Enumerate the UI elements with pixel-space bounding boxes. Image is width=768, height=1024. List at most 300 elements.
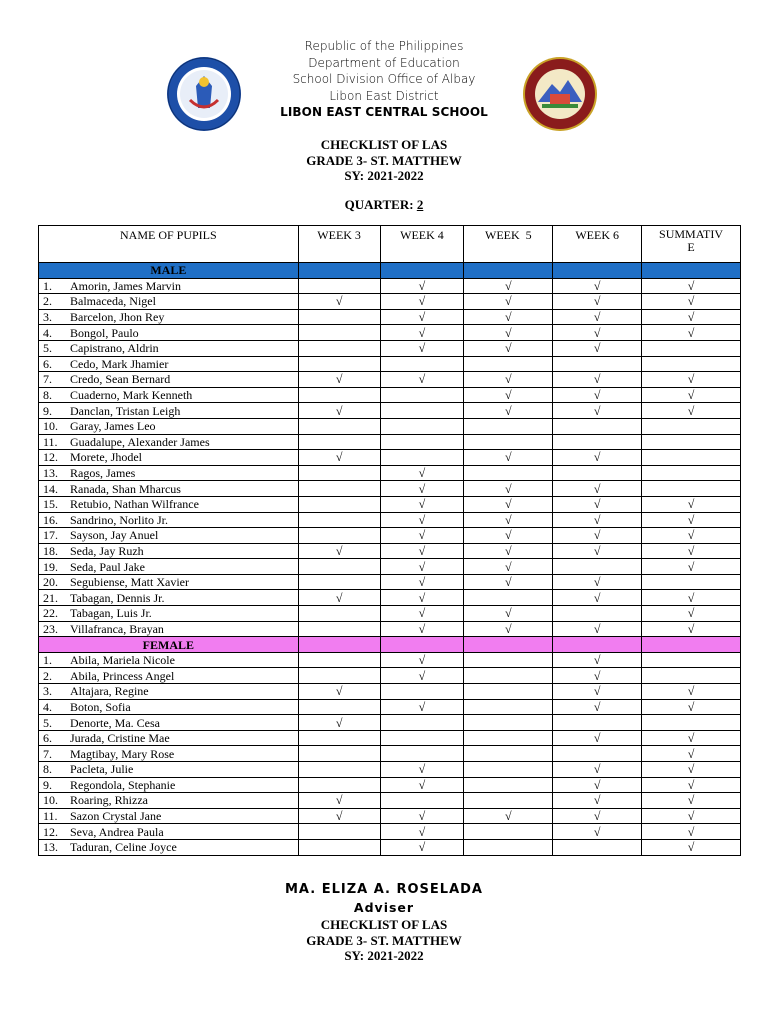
check-cell-w4: √	[380, 481, 464, 497]
pupil-number: 12.	[43, 824, 58, 839]
check-cell-s: √	[642, 777, 741, 793]
check-cell-w6: √	[553, 512, 642, 528]
female-section-cell	[464, 637, 553, 653]
pupil-cell	[39, 715, 299, 731]
check-cell-w4	[380, 387, 464, 403]
table-row	[39, 294, 741, 310]
check-cell-w3	[298, 325, 380, 341]
check-cell-w4: √	[380, 762, 464, 778]
pupil-number: 2.	[43, 294, 52, 309]
check-cell-s: √	[642, 808, 741, 824]
table-row	[39, 777, 741, 793]
pupil-number: 13.	[43, 840, 58, 855]
check-cell-w6: √	[553, 668, 642, 684]
pupil-cell	[39, 824, 299, 840]
check-cell-w4: √	[380, 590, 464, 606]
check-cell-w5	[464, 652, 553, 668]
check-cell-s: √	[642, 762, 741, 778]
check-cell-w3	[298, 528, 380, 544]
check-cell-w6: √	[553, 372, 642, 388]
check-cell-s: √	[642, 793, 741, 809]
table-row	[39, 434, 741, 450]
pupil-cell	[39, 434, 299, 450]
check-cell-w5: √	[464, 808, 553, 824]
check-cell-w4: √	[380, 574, 464, 590]
check-cell-w5	[464, 465, 553, 481]
pupil-cell	[39, 668, 299, 684]
pupil-cell	[39, 839, 299, 855]
check-cell-w5	[464, 793, 553, 809]
check-cell-w4: √	[380, 340, 464, 356]
check-cell-w5: √	[464, 512, 553, 528]
check-cell-s: √	[642, 699, 741, 715]
check-cell-w3	[298, 481, 380, 497]
check-cell-w4: √	[380, 372, 464, 388]
check-cell-w4: √	[380, 512, 464, 528]
check-cell-s: √	[642, 278, 741, 294]
check-cell-w6: √	[553, 808, 642, 824]
table-row	[39, 325, 741, 341]
pupil-cell	[39, 387, 299, 403]
check-cell-w6: √	[553, 496, 642, 512]
male-section-cell	[380, 263, 464, 279]
pupil-cell	[39, 762, 299, 778]
table-row	[39, 684, 741, 700]
pupil-cell	[39, 606, 299, 622]
quarter-label: QUARTER:	[344, 196, 417, 212]
pupil-cell	[39, 559, 299, 575]
check-cell-s: √	[642, 590, 741, 606]
check-cell-w6: √	[553, 340, 642, 356]
check-cell-s: √	[642, 387, 741, 403]
check-cell-w4	[380, 356, 464, 372]
pupil-name: Regondola, Stephanie	[70, 777, 176, 792]
pupil-cell	[39, 777, 299, 793]
check-cell-w6: √	[553, 590, 642, 606]
pupil-name: Ranada, Shan Mharcus	[70, 481, 181, 496]
check-cell-s	[642, 465, 741, 481]
check-cell-w6: √	[553, 387, 642, 403]
pupil-name: Tabagan, Dennis Jr.	[70, 590, 165, 605]
check-cell-w5: √	[464, 450, 553, 466]
check-cell-s	[642, 434, 741, 450]
pupil-cell	[39, 340, 299, 356]
check-cell-w5: √	[464, 278, 553, 294]
check-cell-w5	[464, 590, 553, 606]
check-cell-s: √	[642, 746, 741, 762]
pupil-name: Roaring, Rhizza	[70, 793, 148, 808]
pupil-number: 1.	[43, 278, 52, 293]
male-section-row	[39, 263, 741, 279]
pupil-number: 18.	[43, 543, 58, 558]
check-cell-w4: √	[380, 294, 464, 310]
check-cell-w3	[298, 730, 380, 746]
table-row	[39, 590, 741, 606]
pupil-cell	[39, 699, 299, 715]
pupil-name: Tabagan, Luis Jr.	[70, 606, 152, 621]
check-cell-w5	[464, 730, 553, 746]
table-row	[39, 481, 741, 497]
check-cell-s: √	[642, 606, 741, 622]
check-cell-w6	[553, 356, 642, 372]
check-cell-w5	[464, 418, 553, 434]
check-cell-w3: √	[298, 294, 380, 310]
pupil-number: 9.	[43, 777, 52, 792]
pupil-cell	[39, 496, 299, 512]
pupil-cell	[39, 746, 299, 762]
table-row	[39, 372, 741, 388]
pupil-number: 16.	[43, 512, 58, 527]
table-row	[39, 496, 741, 512]
check-cell-s	[642, 418, 741, 434]
table-row	[39, 746, 741, 762]
check-cell-w5	[464, 824, 553, 840]
check-cell-w6	[553, 715, 642, 731]
check-cell-w3: √	[298, 403, 380, 419]
check-cell-w4: √	[380, 808, 464, 824]
footer-checklist-title: CHECKLIST OF LAS	[320, 917, 448, 932]
check-cell-w3	[298, 699, 380, 715]
check-cell-w6: √	[553, 824, 642, 840]
pupil-name: Cuaderno, Mark Kenneth	[70, 388, 193, 403]
quarter-line	[0, 197, 768, 213]
pupil-name: Garay, James Leo	[70, 419, 156, 434]
check-cell-w3	[298, 606, 380, 622]
female-section-row	[39, 637, 741, 653]
table-row	[39, 652, 741, 668]
header-week-6: WEEK 6	[553, 226, 642, 263]
check-cell-w6	[553, 559, 642, 575]
check-cell-s	[642, 356, 741, 372]
check-cell-w4	[380, 746, 464, 762]
table-row	[39, 418, 741, 434]
check-cell-w3	[298, 746, 380, 762]
check-cell-w3	[298, 309, 380, 325]
pupil-name: Boton, Sofia	[70, 699, 131, 714]
pupil-name: Altajara, Regine	[70, 684, 149, 699]
checklist-table	[38, 225, 741, 856]
check-cell-w6: √	[553, 762, 642, 778]
pupil-name: Pacleta, Julie	[70, 762, 134, 777]
check-cell-w5: √	[464, 325, 553, 341]
table-row	[39, 715, 741, 731]
check-cell-w3	[298, 824, 380, 840]
check-cell-s	[642, 668, 741, 684]
pupil-name: Seda, Paul Jake	[70, 559, 145, 574]
check-cell-s	[642, 652, 741, 668]
table-row	[39, 606, 741, 622]
pupil-name: Credo, Sean Bernard	[70, 372, 171, 387]
table-row	[39, 387, 741, 403]
pupil-name: Capistrano, Aldrin	[70, 341, 159, 356]
header-line-district: Libon East District	[329, 88, 439, 103]
check-cell-w5: √	[464, 294, 553, 310]
check-cell-w6	[553, 746, 642, 762]
pupil-cell	[39, 528, 299, 544]
pupil-number: 9.	[43, 403, 52, 418]
pupil-cell	[39, 543, 299, 559]
pupil-name: Seda, Jay Ruzh	[70, 543, 144, 558]
check-cell-w3	[298, 512, 380, 528]
check-cell-w6: √	[553, 684, 642, 700]
male-section-cell	[642, 263, 741, 279]
table-row	[39, 403, 741, 419]
table-row	[39, 668, 741, 684]
check-cell-w3	[298, 340, 380, 356]
check-cell-w3	[298, 278, 380, 294]
check-cell-w6	[553, 606, 642, 622]
table-row	[39, 699, 741, 715]
adviser-name: MA. ELIZA A. ROSELADA	[285, 882, 483, 897]
header-line-deped: Department of Education	[308, 55, 460, 70]
table-row	[39, 621, 741, 637]
check-cell-w4: √	[380, 606, 464, 622]
pupil-cell	[39, 512, 299, 528]
pupil-number: 7.	[43, 372, 52, 387]
pupil-name: Retubio, Nathan Wilfrance	[70, 497, 199, 512]
pupil-number: 10.	[43, 419, 58, 434]
check-cell-w3	[298, 465, 380, 481]
check-cell-s: √	[642, 839, 741, 855]
check-cell-w4	[380, 715, 464, 731]
pupil-name: Jurada, Cristine Mae	[70, 731, 170, 746]
pupil-cell	[39, 309, 299, 325]
check-cell-w4: √	[380, 543, 464, 559]
check-cell-w4	[380, 434, 464, 450]
check-cell-w6: √	[553, 325, 642, 341]
male-section-cell	[464, 263, 553, 279]
pupil-name: Morete, Jhodel	[70, 450, 142, 465]
check-cell-w6: √	[553, 403, 642, 419]
pupil-cell	[39, 652, 299, 668]
header-week-4: WEEK 4	[380, 226, 464, 263]
pupil-number: 5.	[43, 341, 52, 356]
pupil-number: 19.	[43, 559, 58, 574]
pupil-name: Danclan, Tristan Leigh	[70, 403, 181, 418]
pupil-name: Seva, Andrea Paula	[70, 824, 164, 839]
table-row	[39, 808, 741, 824]
pupil-cell	[39, 808, 299, 824]
table-header-row	[39, 226, 741, 263]
check-cell-w3	[298, 668, 380, 684]
check-cell-w6: √	[553, 528, 642, 544]
check-cell-w4	[380, 730, 464, 746]
check-cell-w6: √	[553, 481, 642, 497]
check-cell-s: √	[642, 325, 741, 341]
table-row	[39, 340, 741, 356]
check-cell-s: √	[642, 403, 741, 419]
pupil-cell	[39, 450, 299, 466]
pupil-number: 6.	[43, 731, 52, 746]
pupil-cell	[39, 793, 299, 809]
pupil-number: 6.	[43, 356, 52, 371]
pupil-cell	[39, 465, 299, 481]
pupil-name: Bongol, Paulo	[70, 325, 139, 340]
check-cell-w3: √	[298, 590, 380, 606]
pupil-cell	[39, 356, 299, 372]
pupil-name: Sazon Crystal Jane	[70, 809, 162, 824]
pupil-cell	[39, 730, 299, 746]
check-cell-w4: √	[380, 528, 464, 544]
check-cell-w4: √	[380, 699, 464, 715]
check-cell-w3	[298, 762, 380, 778]
check-cell-s: √	[642, 559, 741, 575]
check-cell-w5: √	[464, 481, 553, 497]
check-cell-w4	[380, 793, 464, 809]
check-cell-s: √	[642, 372, 741, 388]
check-cell-w5: √	[464, 340, 553, 356]
check-cell-w6: √	[553, 543, 642, 559]
check-cell-s: √	[642, 730, 741, 746]
check-cell-w4	[380, 418, 464, 434]
pupil-number: 8.	[43, 388, 52, 403]
check-cell-w5: √	[464, 496, 553, 512]
check-cell-w3	[298, 777, 380, 793]
header-line-republic: Republic of the Philippines	[304, 39, 464, 53]
check-cell-w6: √	[553, 793, 642, 809]
pupil-number: 21.	[43, 590, 58, 605]
check-cell-w5: √	[464, 559, 553, 575]
check-cell-s: √	[642, 684, 741, 700]
check-cell-w5	[464, 839, 553, 855]
pupil-name: Abila, Mariela Nicole	[70, 653, 175, 668]
check-cell-w3: √	[298, 372, 380, 388]
check-cell-w5: √	[464, 372, 553, 388]
check-cell-w5	[464, 746, 553, 762]
check-cell-w4: √	[380, 325, 464, 341]
check-cell-w6: √	[553, 450, 642, 466]
check-cell-w6: √	[553, 777, 642, 793]
pupil-cell	[39, 403, 299, 419]
check-cell-w3	[298, 496, 380, 512]
check-cell-s: √	[642, 496, 741, 512]
check-cell-w5	[464, 356, 553, 372]
table-row	[39, 762, 741, 778]
pupil-cell	[39, 278, 299, 294]
pupil-cell	[39, 372, 299, 388]
table-row	[39, 465, 741, 481]
female-section-label: FEMALE	[39, 637, 299, 653]
pupil-number: 15.	[43, 497, 58, 512]
pupil-number: 3.	[43, 310, 52, 325]
check-cell-s: √	[642, 621, 741, 637]
table-row	[39, 839, 741, 855]
table-row	[39, 450, 741, 466]
check-cell-w4: √	[380, 668, 464, 684]
pupil-cell	[39, 325, 299, 341]
pupil-name: Taduran, Celine Joyce	[70, 840, 177, 855]
check-cell-w5: √	[464, 606, 553, 622]
pupil-name: Denorte, Ma. Cesa	[70, 715, 160, 730]
footer-grade-section: GRADE 3- ST. MATTHEW	[306, 932, 462, 948]
pupil-name: Ragos, James	[70, 466, 136, 481]
check-cell-s: √	[642, 528, 741, 544]
check-cell-s	[642, 715, 741, 731]
check-cell-s	[642, 340, 741, 356]
check-cell-s: √	[642, 543, 741, 559]
pupil-cell	[39, 590, 299, 606]
header-line-division: School Division Office of Albay	[292, 72, 476, 86]
check-cell-w5	[464, 715, 553, 731]
pupil-number: 13.	[43, 466, 58, 481]
pupil-number: 17.	[43, 528, 58, 543]
check-cell-w5	[464, 668, 553, 684]
check-cell-w3: √	[298, 684, 380, 700]
check-cell-w3: √	[298, 715, 380, 731]
check-cell-w3	[298, 839, 380, 855]
pupil-name: Cedo, Mark Jhamier	[70, 356, 169, 371]
pupil-name: Segubiense, Matt Xavier	[70, 575, 189, 590]
check-cell-w3: √	[298, 808, 380, 824]
male-section-cell	[298, 263, 380, 279]
check-cell-w5	[464, 434, 553, 450]
check-cell-w5: √	[464, 403, 553, 419]
check-cell-w6	[553, 418, 642, 434]
check-cell-w4: √	[380, 824, 464, 840]
check-cell-w3: √	[298, 793, 380, 809]
pupil-cell	[39, 418, 299, 434]
check-cell-w4	[380, 403, 464, 419]
pupil-cell	[39, 294, 299, 310]
pupil-number: 2.	[43, 668, 52, 683]
female-section-cell	[553, 637, 642, 653]
check-cell-w3: √	[298, 543, 380, 559]
table-row	[39, 528, 741, 544]
pupil-number: 23.	[43, 621, 58, 636]
check-cell-w6: √	[553, 309, 642, 325]
table-row	[39, 824, 741, 840]
pupil-number: 14.	[43, 481, 58, 496]
pupil-number: 7.	[43, 746, 52, 761]
check-cell-w5: √	[464, 621, 553, 637]
check-cell-w3	[298, 387, 380, 403]
pupil-name: Amorin, James Marvin	[70, 278, 181, 293]
school-year: SY: 2021-2022	[344, 168, 424, 183]
pupil-name: Sayson, Jay Anuel	[70, 528, 159, 543]
pupil-number: 20.	[43, 575, 58, 590]
table-row	[39, 278, 741, 294]
header-week-5: WEEK 5	[464, 226, 553, 263]
check-cell-w3	[298, 434, 380, 450]
check-cell-w6	[553, 465, 642, 481]
check-cell-w3	[298, 559, 380, 575]
pupil-name: Abila, Princess Angel	[70, 668, 175, 683]
pupil-number: 8.	[43, 762, 52, 777]
check-cell-w5: √	[464, 574, 553, 590]
pupil-cell	[39, 621, 299, 637]
header-name-of-pupils: NAME OF PUPILS	[39, 226, 299, 263]
male-section-label: MALE	[39, 263, 299, 279]
pupil-number: 10.	[43, 793, 58, 808]
check-cell-s	[642, 481, 741, 497]
check-cell-w6: √	[553, 574, 642, 590]
pupil-number: 11.	[43, 809, 58, 824]
check-cell-s: √	[642, 309, 741, 325]
check-cell-w3: √	[298, 450, 380, 466]
check-cell-w5	[464, 684, 553, 700]
table-row	[39, 356, 741, 372]
check-cell-s	[642, 574, 741, 590]
check-cell-w6: √	[553, 652, 642, 668]
pupil-number: 1.	[43, 653, 52, 668]
check-cell-w5: √	[464, 543, 553, 559]
check-cell-w5: √	[464, 387, 553, 403]
table-row	[39, 574, 741, 590]
check-cell-w3	[298, 621, 380, 637]
female-section-cell	[298, 637, 380, 653]
table-row	[39, 512, 741, 528]
pupil-name: Guadalupe, Alexander James	[70, 434, 210, 449]
